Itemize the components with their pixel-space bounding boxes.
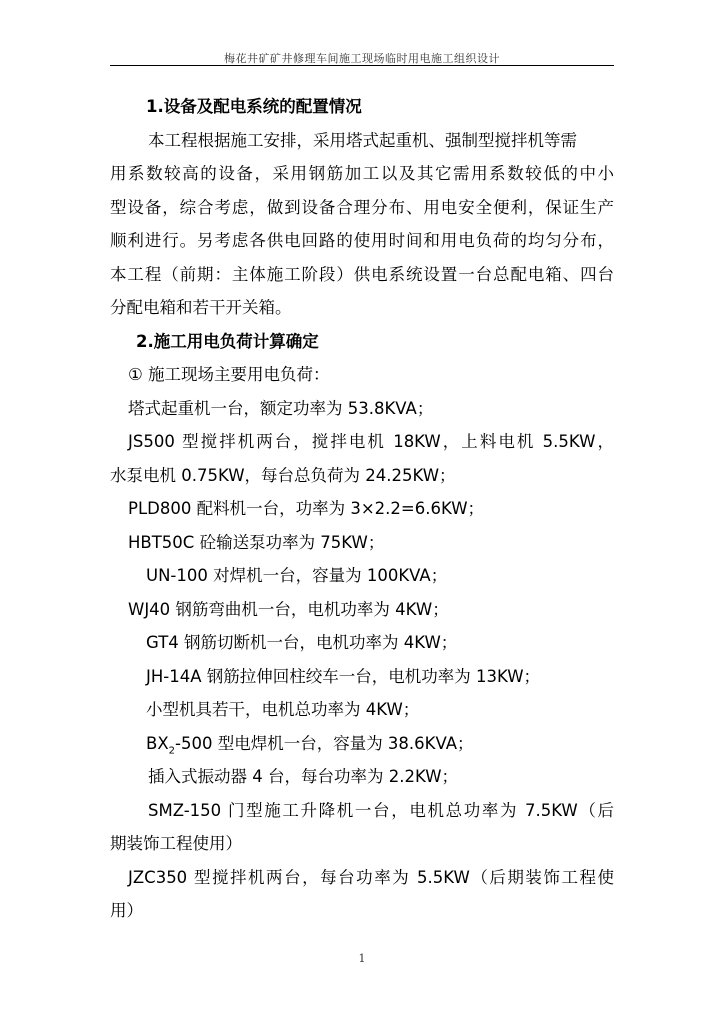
load-item: GT4 钢筋切断机一台，电机功率为 4KW； [146, 633, 458, 652]
load-item [110, 727, 614, 761]
load-item: 插入式振动器 4 台，每台功率为 2.2KW； [148, 767, 459, 786]
load-item: UN-100 对焊机一台，容量为 100KVA； [146, 566, 448, 585]
load-item: WJ40 钢筋弯曲机一台，电机功率为 4KW； [128, 599, 449, 619]
paragraph-line: 分配电箱和若干开关箱。 [110, 298, 292, 317]
load-item: 塔式起重机一台，额定功率为 53.8KVA； [128, 398, 434, 418]
subheading: ① 施工现场主要用电负荷： [128, 365, 330, 384]
section-heading-2: 2.施工用电负荷计算确定 [136, 331, 319, 351]
load-item: JH-14A 钢筋拉伸回柱绞车一台，电机功率为 13KW； [146, 666, 541, 686]
load-item: 小型机具若干，电机总功率为 4KW； [146, 700, 420, 719]
load-item: HBT50C 砼输送泵功率为 75KW； [128, 532, 385, 552]
page-number: 1 [358, 952, 366, 965]
header-rule [110, 65, 614, 66]
paragraph-line: 型设备，综合考虑，做到设备合理分布、用电安全便利，保证生产 [110, 197, 614, 217]
paragraph-line: 本工程（前期：主体施工阶段）供电系统设置一台总配电箱、四台 [110, 264, 614, 284]
load-item-text: -500 型电焊机一台，容量为 38.6KVA； [175, 733, 474, 753]
load-item: JS500 型搅拌机两台，搅拌电机 18KW，上料电机 5.5KW， [128, 432, 614, 451]
load-item: SMZ-150 门型施工升降机一台，电机总功率为 7.5KW（后 [148, 800, 614, 820]
load-item: 水泵电机 0.75KW，每台总负荷为 24.25KW； [110, 465, 456, 485]
page-body [110, 90, 614, 928]
paragraph-line: 用系数较高的设备，采用钢筋加工以及其它需用系数较低的中小 [110, 164, 614, 183]
load-item: 期装饰工程使用） [110, 834, 242, 853]
paragraph-line: 顺利进行。另考虑各供电回路的使用时间和用电负荷的均匀分布， [110, 231, 614, 250]
load-item: JZC350 型搅拌机两台，每台功率为 5.5KW（后期装饰工程使 [128, 867, 614, 887]
running-header: 梅花井矿矿井修理车间施工现场临时用电施工组织设计 [224, 52, 500, 65]
load-item-model: BX [146, 733, 169, 753]
load-item: PLD800 配料机一台，功率为 3×2.2=6.6KW； [128, 499, 485, 518]
load-item: 用） [110, 901, 143, 920]
section-heading-1: 1.设备及配电系统的配置情况 [146, 97, 362, 116]
paragraph-line: 本工程根据施工安排，采用塔式起重机、强制型搅拌机等需 [148, 130, 577, 150]
load-item-subscript: 2 [168, 744, 175, 756]
